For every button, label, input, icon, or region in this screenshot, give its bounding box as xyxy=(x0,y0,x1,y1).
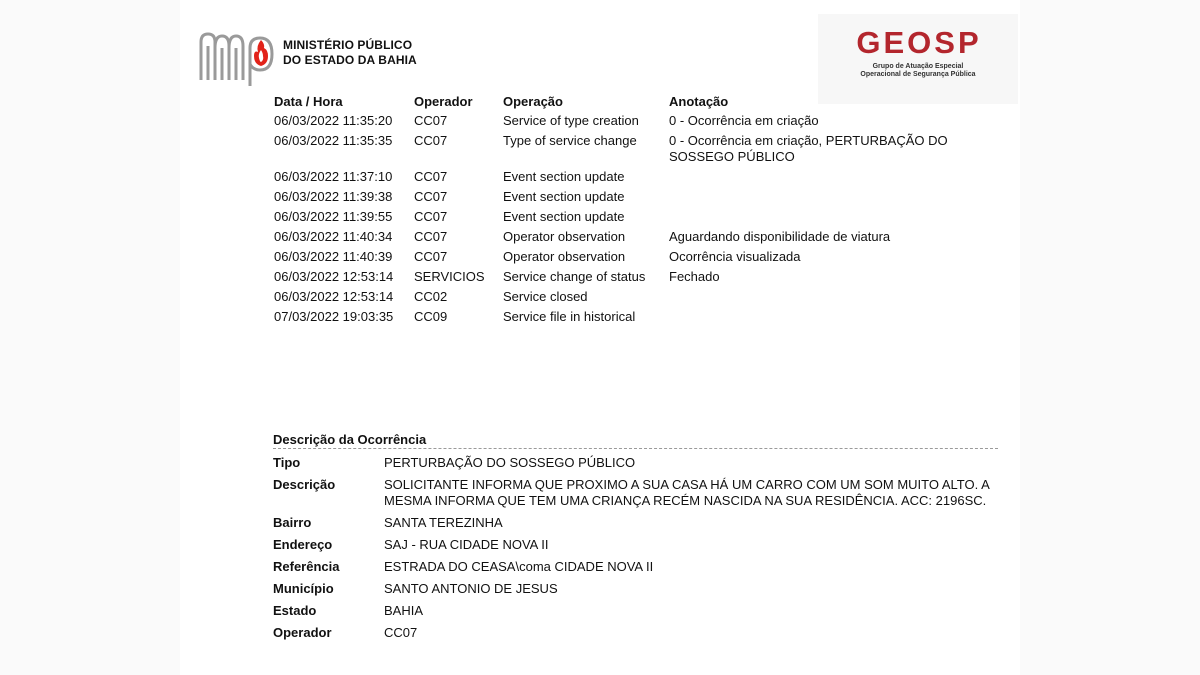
cell-operation: Service of type creation xyxy=(503,113,639,128)
cell-annotation xyxy=(669,309,989,325)
cell-operation: Event section update xyxy=(503,169,625,184)
field-value: PERTURBAÇÃO DO SOSSEGO PÚBLICO xyxy=(384,455,636,470)
field-label: Endereço xyxy=(273,537,333,552)
table-row xyxy=(274,309,989,325)
field-value: SANTO ANTONIO DE JESUS xyxy=(384,581,558,596)
cell-operator: CC07 xyxy=(414,229,448,244)
institution-name-line2: DO ESTADO DA BAHIA xyxy=(283,53,417,67)
table-row xyxy=(274,249,989,265)
cell-operator: CC07 xyxy=(414,189,448,204)
cell-datetime: 06/03/2022 11:39:55 xyxy=(274,209,393,224)
field-value: SAJ - RUA CIDADE NOVA II xyxy=(384,537,549,552)
table-row xyxy=(274,133,989,165)
geosp-logo-title: GEOSP xyxy=(856,25,982,60)
cell-operator: CC09 xyxy=(414,309,448,324)
field-value: ESTRADA DO CEASA\coma CIDADE NOVA II xyxy=(384,559,654,574)
table-row xyxy=(274,169,989,185)
cell-annotation: 0 - Ocorrência em criação xyxy=(669,113,819,128)
cell-annotation: Fechado xyxy=(669,269,720,284)
left-margin xyxy=(0,0,180,675)
table-row xyxy=(274,229,989,245)
table-row xyxy=(274,289,989,305)
cell-annotation xyxy=(669,169,989,185)
field-value: SANTA TEREZINHA xyxy=(384,515,503,530)
cell-operator: CC07 xyxy=(414,169,448,184)
cell-datetime: 06/03/2022 11:35:20 xyxy=(274,113,393,128)
cell-operator: CC07 xyxy=(414,133,448,148)
field-row-tipo xyxy=(273,455,994,471)
table-row xyxy=(274,189,989,205)
column-header-operator: Operador xyxy=(414,94,473,109)
column-header-operation: Operação xyxy=(503,94,563,109)
cell-annotation xyxy=(669,289,989,305)
cell-operation: Operator observation xyxy=(503,229,626,244)
cell-operation: Event section update xyxy=(503,189,625,204)
cell-operator: SERVICIOS xyxy=(414,269,485,284)
field-label: Município xyxy=(273,581,334,596)
cell-operator: CC07 xyxy=(414,209,448,224)
cell-datetime: 07/03/2022 19:03:35 xyxy=(274,309,394,324)
geosp-subtitle-line1: Grupo de Atuação Especial xyxy=(872,63,964,70)
field-row-referencia xyxy=(273,559,994,575)
field-label: Tipo xyxy=(273,455,301,470)
field-row-endereco xyxy=(273,537,994,553)
cell-datetime: 06/03/2022 11:37:10 xyxy=(274,169,393,184)
column-header-annotation: Anotação xyxy=(669,94,729,109)
cell-datetime: 06/03/2022 11:40:39 xyxy=(274,249,393,264)
cell-annotation xyxy=(669,209,989,225)
field-value: CC07 xyxy=(384,625,418,640)
field-label: Operador xyxy=(273,625,332,640)
cell-datetime: 06/03/2022 12:53:14 xyxy=(274,289,394,304)
history-header-row xyxy=(274,94,989,110)
description-fields xyxy=(273,455,994,647)
geosp-logo-subtitle xyxy=(836,63,1000,79)
table-row xyxy=(274,209,989,225)
cell-operation: Type of service change xyxy=(503,133,637,148)
field-row-municipio xyxy=(273,581,994,597)
field-label: Referência xyxy=(273,559,340,574)
right-margin xyxy=(1020,0,1200,675)
section-divider xyxy=(273,448,998,449)
cell-datetime: 06/03/2022 12:53:14 xyxy=(274,269,394,284)
field-value: SOLICITANTE INFORMA QUE PROXIMO A SUA CASA HÁ UM CARRO COM UM SOM MUITO ALTO. A MESMA INFORMA QUE TEM UMA CRIANÇA RECÉM NASCIDA NA SUA RESIDÊNCIA. ACC: 2196SC. xyxy=(384,477,990,508)
institution-name xyxy=(283,38,417,68)
cell-operation: Operator observation xyxy=(503,249,626,264)
field-label: Bairro xyxy=(273,515,312,530)
description-section-title: Descrição da Ocorrência xyxy=(273,432,427,447)
history-table xyxy=(274,94,989,329)
cell-datetime: 06/03/2022 11:40:34 xyxy=(274,229,393,244)
cell-operation: Service file in historical xyxy=(503,309,636,324)
cell-annotation: 0 - Ocorrência em criação, PERTURBAÇÃO DO SOSSEGO PÚBLICO xyxy=(669,133,948,164)
cell-annotation: Aguardando disponibilidade de viatura xyxy=(669,229,891,244)
cell-operator: CC07 xyxy=(414,113,448,128)
cell-operation: Service closed xyxy=(503,289,588,304)
field-row-descricao xyxy=(273,477,994,509)
cell-operation: Service change of status xyxy=(503,269,646,284)
field-label: Estado xyxy=(273,603,317,618)
cell-datetime: 06/03/2022 11:39:38 xyxy=(274,189,393,204)
cell-annotation: Ocorrência visualizada xyxy=(669,249,801,264)
field-row-operador xyxy=(273,625,994,641)
cell-operation: Event section update xyxy=(503,209,625,224)
institution-name-line1: MINISTÉRIO PÚBLICO xyxy=(283,38,413,52)
table-row xyxy=(274,269,989,285)
cell-annotation xyxy=(669,189,989,205)
mp-logo-icon xyxy=(198,28,276,88)
column-header-datetime: Data / Hora xyxy=(274,94,343,109)
field-label: Descrição xyxy=(273,477,336,492)
cell-datetime: 06/03/2022 11:35:35 xyxy=(274,133,393,148)
table-row xyxy=(274,113,989,129)
field-value: BAHIA xyxy=(384,603,424,618)
cell-operator: CC07 xyxy=(414,249,448,264)
field-row-bairro xyxy=(273,515,994,531)
geosp-subtitle-line2: Operacional de Segurança Pública xyxy=(860,71,976,78)
cell-operator: CC02 xyxy=(414,289,448,304)
field-row-estado xyxy=(273,603,994,619)
